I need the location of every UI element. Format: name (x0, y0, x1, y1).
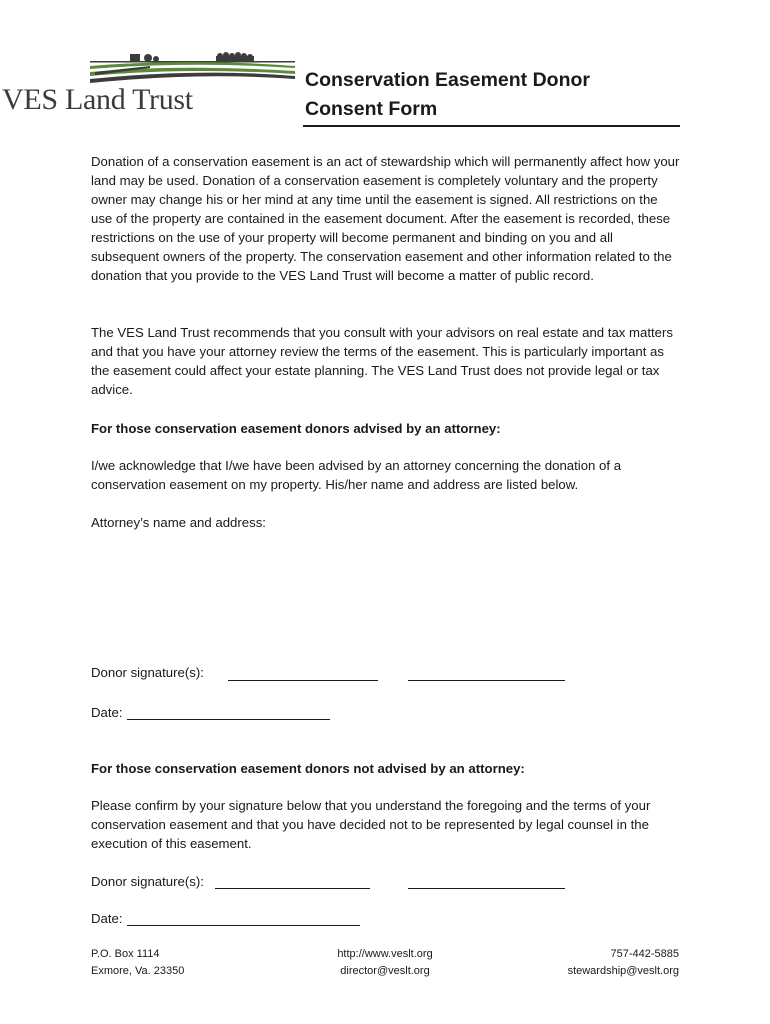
footer-po-box: P.O. Box 1114 (91, 948, 160, 960)
not-advised-donor-signature-label: Donor signature(s): (91, 874, 204, 889)
footer-address (91, 946, 184, 980)
footer-director-email[interactable]: director@veslt.org (340, 965, 430, 977)
footer-web-contact (310, 946, 460, 980)
title-divider (303, 125, 680, 127)
advised-donor-signature-line-2[interactable] (408, 680, 565, 681)
not-advised-confirmation-text: Please confirm by your signature below that you understand the foregoing and the terms of your conservation easement and that you have decided not to be represented by legal counsel in the execution of this easement. (91, 798, 651, 851)
footer-phone: 757-442-5885 (610, 948, 679, 960)
footer-phone-contact (480, 946, 679, 980)
not-advised-section-heading: For those conservation easement donors not advised by an attorney: (91, 761, 525, 776)
logo-wordmark: VES Land Trust (2, 83, 193, 116)
not-advised-date-label: Date: (91, 911, 123, 926)
form-title-line-2: Consent Form (305, 98, 438, 120)
intro-paragraph: Donation of a conservation easement is an act of stewardship which will permanently affect how your land may be used. Donation of a conservation easement is completely voluntary and the property owner may change his or her mind at any time until the easement is signed. All restrictions on the use of the property are contained in the easement document. After the easement is recorded, these restrictions on the use of your property will become permanent and binding on you and all subsequent owners of the property. The conservation easement and other information related to the donation that you provide to the VES Land Trust will become a matter of public record. (91, 154, 680, 283)
footer-stewardship-email[interactable]: stewardship@veslt.org (567, 965, 679, 977)
not-advised-date-line[interactable] (127, 925, 360, 926)
advised-acknowledgement-text: I/we acknowledge that I/we have been advised by an attorney concerning the donation of a conservation easement on my property. His/her name and address are listed below. (91, 458, 622, 492)
attorney-name-address-label: Attorney’s name and address: (91, 515, 266, 530)
advised-date-label: Date: (91, 705, 123, 720)
not-advised-donor-signature-line-2[interactable] (408, 888, 565, 889)
form-title (305, 66, 685, 124)
advised-section-heading: For those conservation easement donors advised by an attorney: (91, 421, 501, 436)
footer-website-link[interactable]: http://www.veslt.org (337, 948, 433, 960)
not-advised-donor-signature-line-1[interactable] (215, 888, 370, 889)
landscape-logo-graphic (90, 48, 300, 84)
advised-donor-signature-line-1[interactable] (228, 680, 378, 681)
form-title-line-1: Conservation Easement Donor (305, 69, 590, 91)
advised-donor-signature-label: Donor signature(s): (91, 665, 204, 680)
advice-paragraph: The VES Land Trust recommends that you consult with your advisors on real estate and tax matters and that you have your attorney review the terms of the easement. This is particularly important as the easement could affect your estate planning. The VES Land Trust does not provide legal or tax advice. (91, 325, 674, 397)
footer-city: Exmore, Va. 23350 (91, 965, 185, 977)
advised-date-line[interactable] (127, 719, 330, 720)
